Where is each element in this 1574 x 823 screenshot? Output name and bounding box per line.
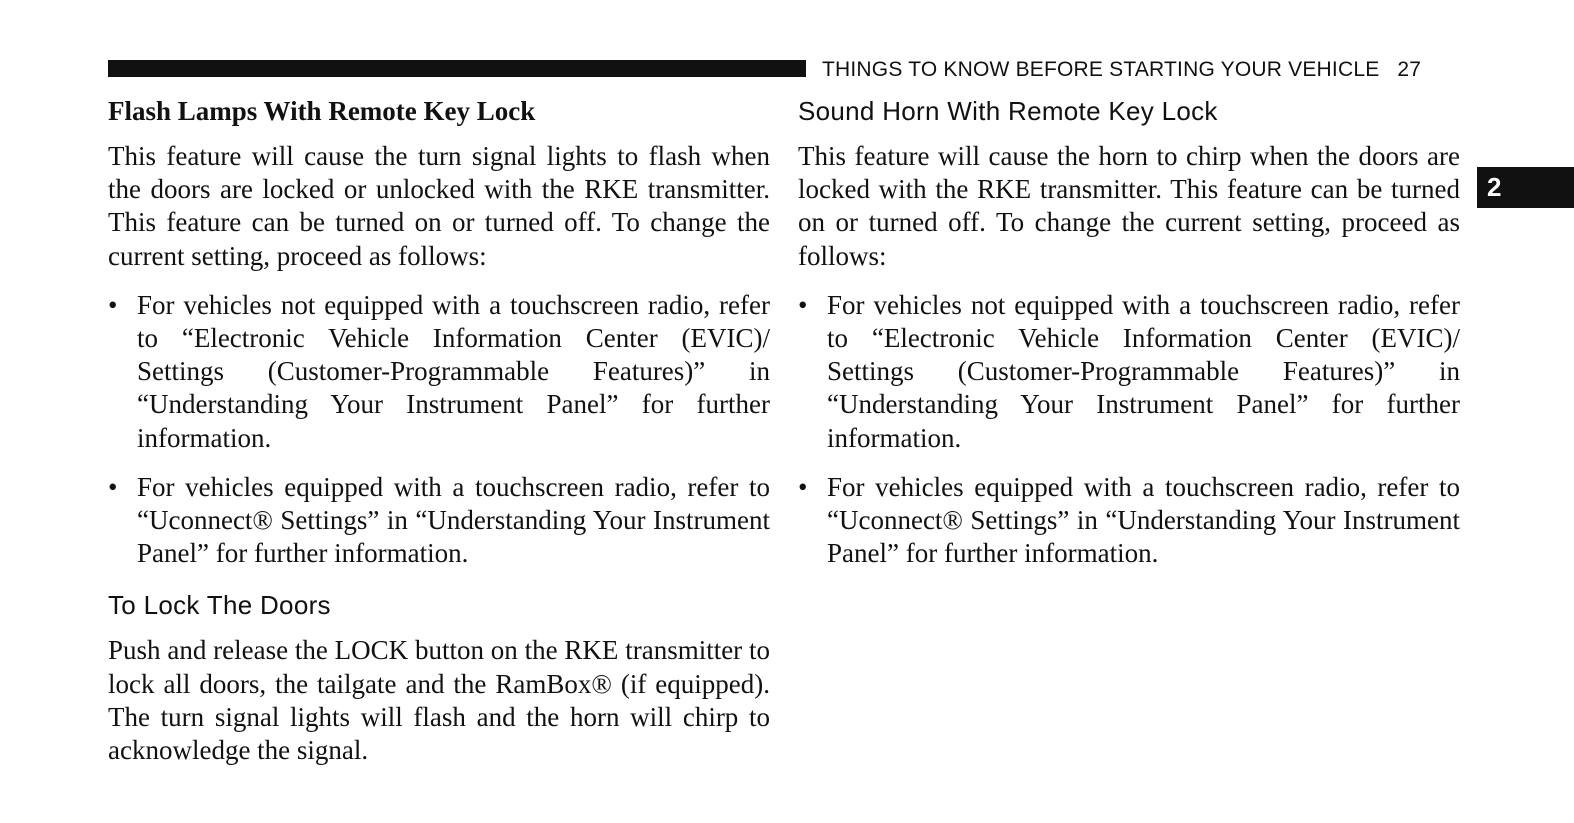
- header-rule: [108, 60, 806, 77]
- running-header: [822, 56, 1462, 84]
- running-title: THINGS TO KNOW BEFORE STARTING YOUR VEHICLE: [822, 58, 1380, 81]
- section-heading-lock-doors: To Lock The Doors: [108, 590, 331, 621]
- chapter-tab: 2: [1477, 167, 1574, 208]
- list-item-text: For vehicles equipped with a touchscreen radio, refer to “Uconnect® Settings” in “Understanding Your Instrument Panel” for further information.: [137, 471, 770, 569]
- list-item: [798, 289, 1460, 455]
- list-item-text: For vehicles not equipped with a touchscreen radio, refer to “Electronic Vehicle Information Center (EVIC)/ Settings (Customer-Programmable Features)” in “Understanding Your Instrument Panel” for further information.: [137, 289, 770, 453]
- sound-horn-intro: This feature will cause the horn to chirp when the doors are locked with the RKE transmitter. This feature can be turned on or turned off. To change the current setting, proceed as follows:: [798, 141, 1460, 271]
- left-column: [108, 92, 770, 783]
- list-item-text: For vehicles equipped with a touchscreen radio, refer to “Uconnect® Settings” in “Understanding Your Instrument Panel” for further information.: [827, 471, 1460, 569]
- list-item: [108, 471, 770, 571]
- right-column: [798, 92, 1460, 586]
- list-item: [108, 289, 770, 455]
- list-item-text: For vehicles not equipped with a touchscreen radio, refer to “Electronic Vehicle Information Center (EVIC)/ Settings (Customer-Programmable Features)” in “Understanding Your Instrument Panel” for further information.: [827, 289, 1460, 453]
- section-heading-sound-horn: Sound Horn With Remote Key Lock: [798, 96, 1218, 126]
- flash-lamps-intro: This feature will cause the turn signal lights to flash when the doors are locked or unlocked with the RKE transmitter. This feature can be turned on or turned off. To change the current setting, proceed as follows:: [108, 141, 770, 271]
- bullet-icon: •: [108, 471, 118, 502]
- page-number: 27: [1397, 58, 1422, 81]
- bullet-icon: •: [798, 471, 808, 502]
- sound-horn-bullet-list: [798, 289, 1460, 571]
- section-heading-flash-lamps: Flash Lamps With Remote Key Lock: [108, 96, 536, 126]
- bullet-icon: •: [108, 289, 118, 320]
- flash-lamps-bullet-list: [108, 289, 770, 571]
- bullet-icon: •: [798, 289, 808, 320]
- list-item: [798, 471, 1460, 571]
- lock-doors-body: Push and release the LOCK button on the RKE transmitter to lock all doors, the tailgate and the RamBox® (if equipped). The turn signal lights will flash and the horn will chirp to acknowledge the signal.: [108, 635, 770, 766]
